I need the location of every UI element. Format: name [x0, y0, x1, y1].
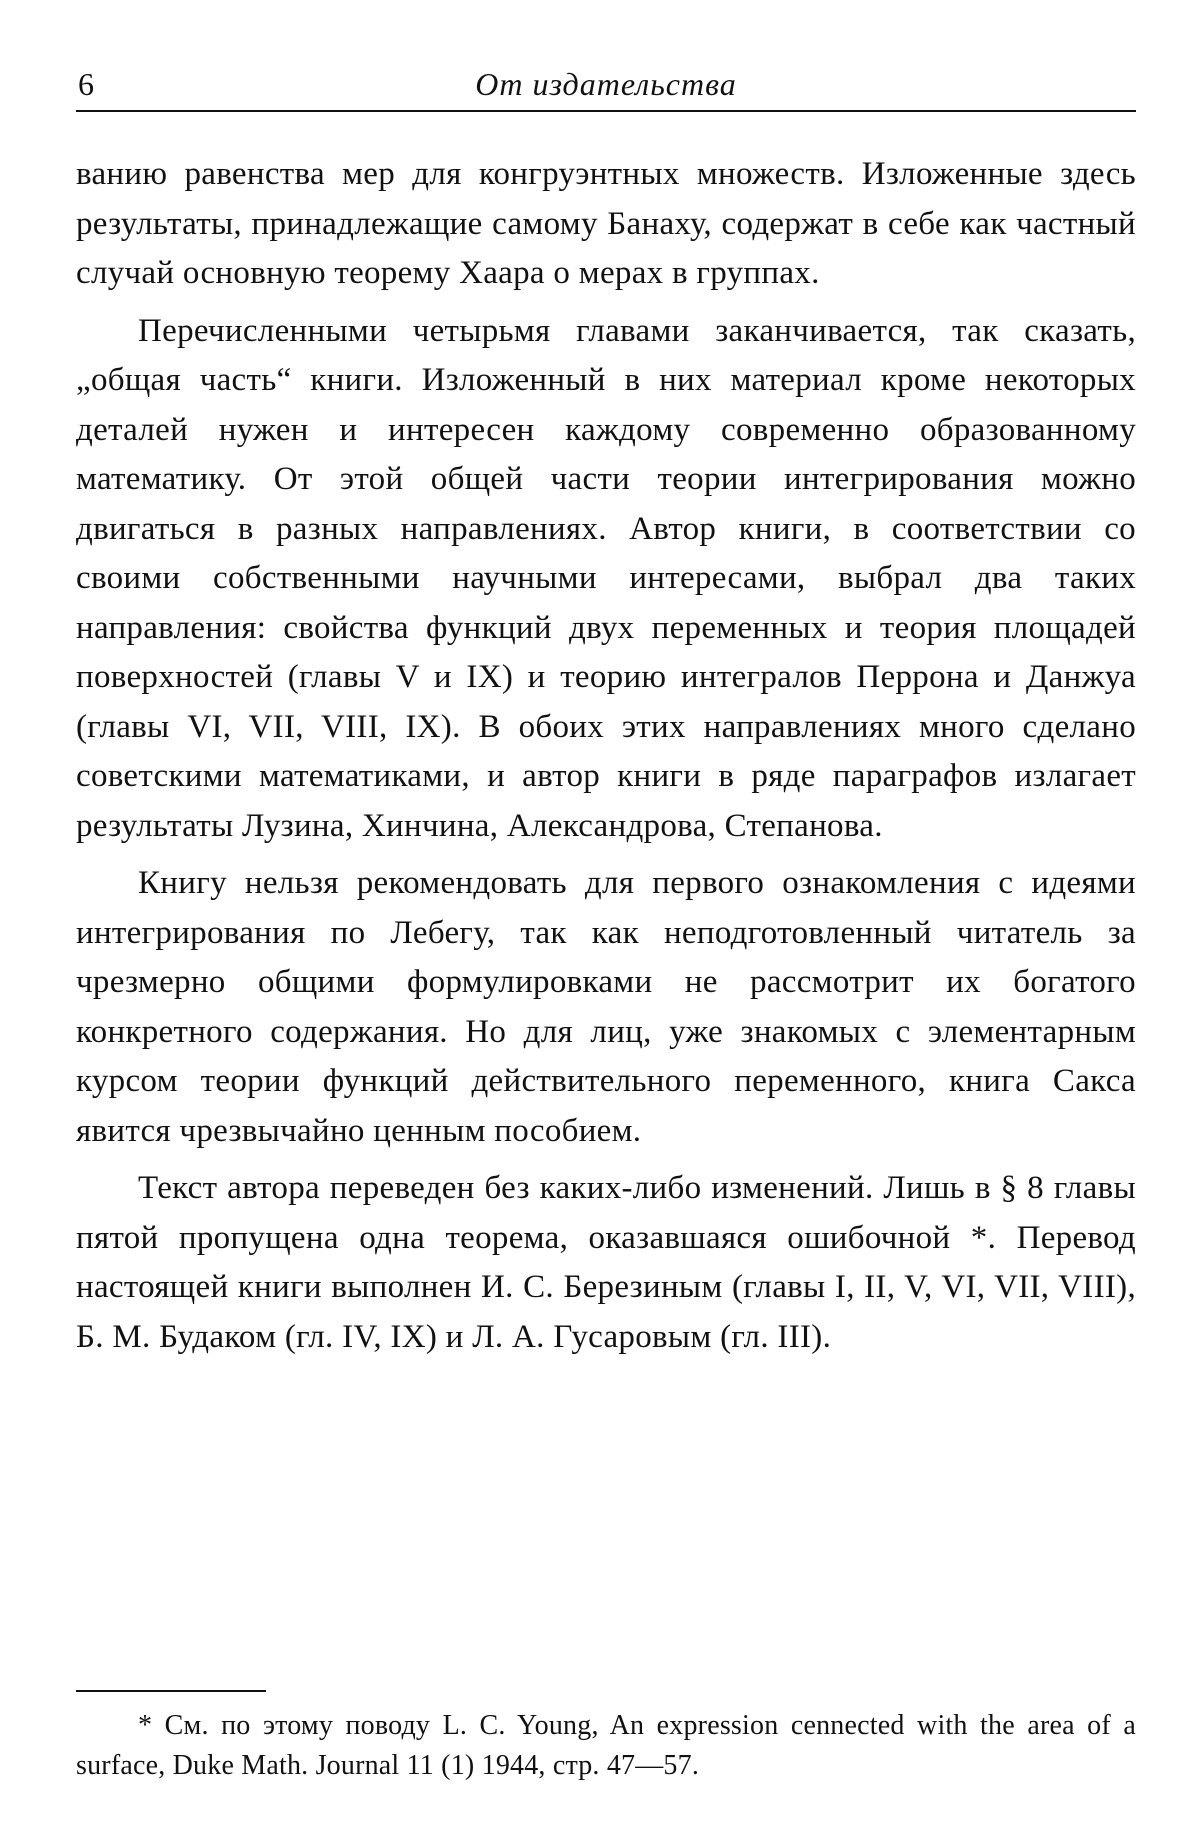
- page-number: 6: [78, 66, 94, 102]
- footnotes: [76, 1690, 1136, 1786]
- page: [76, 60, 1136, 1370]
- footnote: * См. по этому поводу L. C. Young, An expression cennected with the area of a surface, Duke Math. Journal 11 (1) 1944, стр. 47—57.: [76, 1710, 1136, 1781]
- body-text: [76, 150, 1136, 1362]
- paragraph-3: Книгу нельзя рекомендовать для первого ознакомления с идеями интегрирования по Лебегу, так как неподготовленный читатель за чрезмерно общими формулировками не рассмотрит их богатого конкретного содержания. Но для лиц, уже знакомых с элементарным курсом теории функций действительного переменного, книга Сакса явится чрезвычайно ценным пособием.: [76, 865, 1136, 1149]
- running-title: От издательства: [475, 66, 737, 102]
- paragraph-4: Текст автора переведен без каких-либо изменений. Лишь в § 8 главы пятой пропущена одна теорема, оказавшаяся ошибочной *. Перевод настоящей книги выполнен И. С. Березиным (главы I, II, V, VI, VII, VIII), Б. М. Будаком (гл. IV, IX) и Л. А. Гусаровым (гл. III).: [76, 1170, 1136, 1355]
- running-head: [76, 60, 1136, 112]
- paragraph-1: ванию равенства мер для конгруэнтных множеств. Изложенные здесь результаты, принадлежащие самому Банаху, содержат в себе как частный случай основную теорему Хаара о мерах в группах.: [76, 156, 1136, 291]
- paragraph-2: Перечисленными четырьмя главами заканчивается, так сказать, „общая часть“ книги. Изложенный в них материал кроме некоторых деталей нужен и интересен каждому современно образованному математику. От этой общей части теории интегрирования можно двигаться в разных направлениях. Автор книги, в соответствии со своими собственными научными интересами, выбрал два таких направления: свойства функций двух переменных и теория площадей поверхностей (главы V и IX) и теорию интегралов Перрона и Данжуа (главы VI, VII, VIII, IX). В обоих этих направлениях много сделано советскими математиками, и автор книги в ряде параграфов излагает результаты Лузина, Хинчина, Александрова, Степанова.: [76, 312, 1136, 844]
- footnote-rule: [76, 1690, 266, 1692]
